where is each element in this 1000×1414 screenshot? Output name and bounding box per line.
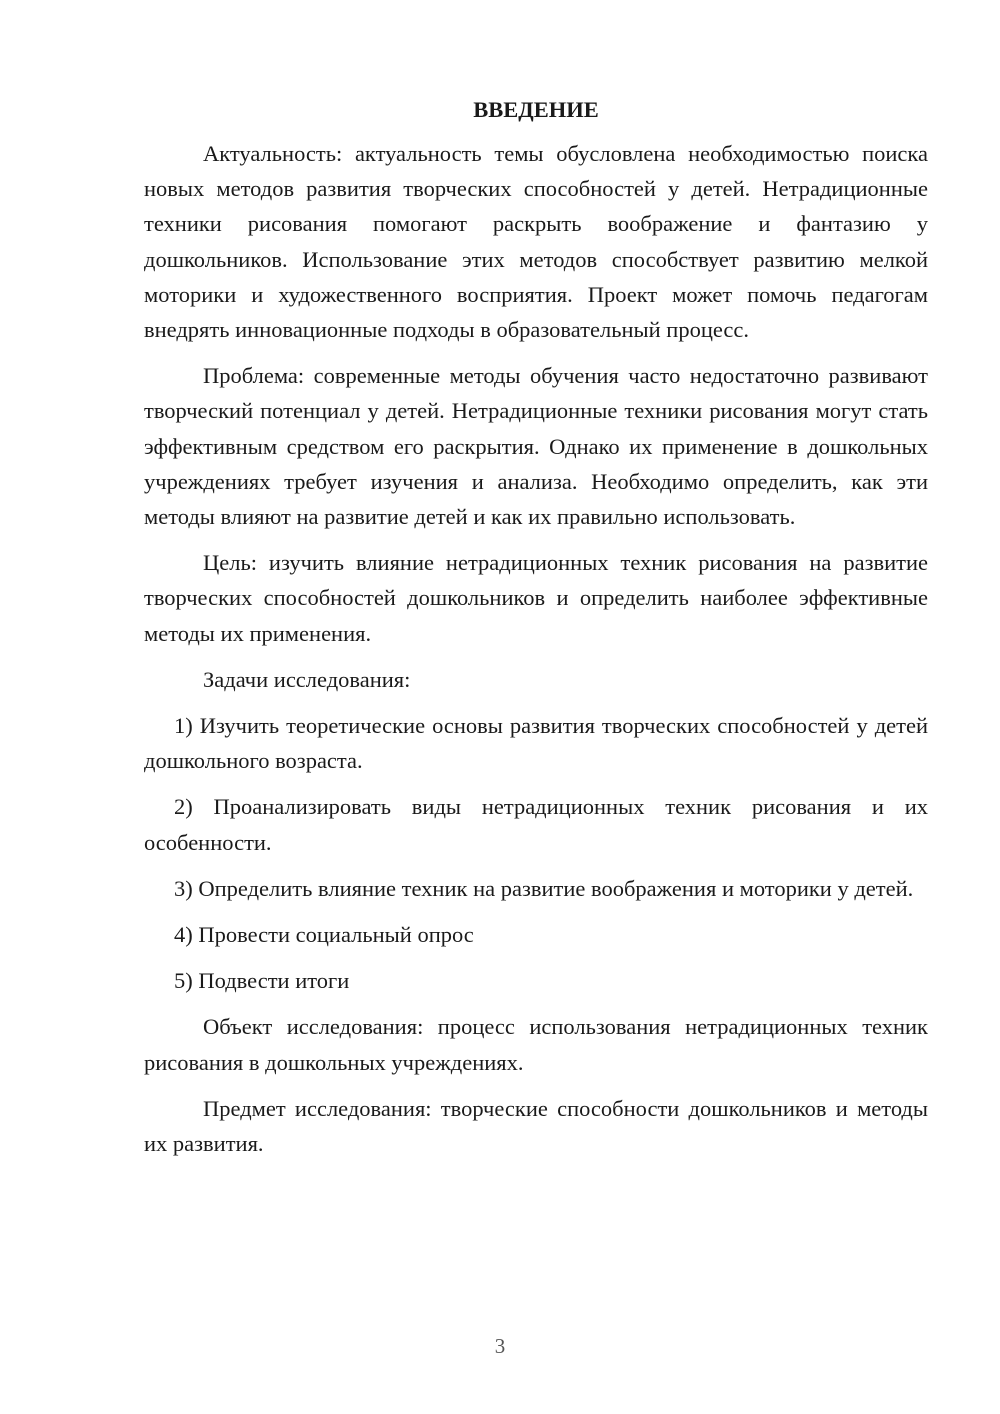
object-paragraph: Объект исследования: процесс использования нетрадиционных техник рисования в дошкольных учреждениях. bbox=[144, 1014, 928, 1075]
page-number: 3 bbox=[494, 1334, 506, 1358]
section-title: ВВЕДЕНИЕ bbox=[473, 97, 599, 122]
problem-paragraph: Проблема: современные методы обучения часто недостаточно развивают творческий потенциал у детей. Нетрадиционные техники рисования могут стать эффективным средством его раскрытия. Однако их применение в дошкольных учреждениях требует изучения и анализа. Необходимо определить, как эти методы влияют на развитие детей и как их правильно использовать. bbox=[144, 363, 928, 530]
task-item-3: 3) Определить влияние техник на развитие воображения и моторики у детей. bbox=[174, 875, 914, 901]
document-page bbox=[144, 90, 928, 1172]
relevance-paragraph: Актуальность: актуальность темы обусловлена необходимостью поиска новых методов развития творческих способностей у детей. Нетрадиционные техники рисования помогают раскрыть воображение и фантазию у дошкольников. Использование этих методов способствует развитию мелкой моторики и художественного восприятия. Проект может помочь педагогам внедрять инновационные подходы в образовательный процесс. bbox=[144, 141, 928, 343]
task-item-2: 2) Проанализировать виды нетрадиционных техник рисования и их особенности. bbox=[144, 794, 928, 855]
task-item-4: 4) Провести социальный опрос bbox=[174, 922, 474, 948]
tasks-heading: Задачи исследования: bbox=[203, 666, 411, 692]
goal-paragraph: Цель: изучить влияние нетрадиционных техник рисования на развитие творческих способностей дошкольников и определить наиболее эффективные методы их применения. bbox=[144, 550, 928, 646]
subject-paragraph: Предмет исследования: творческие способности дошкольников и методы их развития. bbox=[144, 1095, 928, 1157]
task-item-5: 5) Подвести итоги bbox=[174, 968, 350, 994]
task-item-1: 1) Изучить теоретические основы развития творческих способностей у детей дошкольного возраста. bbox=[144, 713, 928, 774]
